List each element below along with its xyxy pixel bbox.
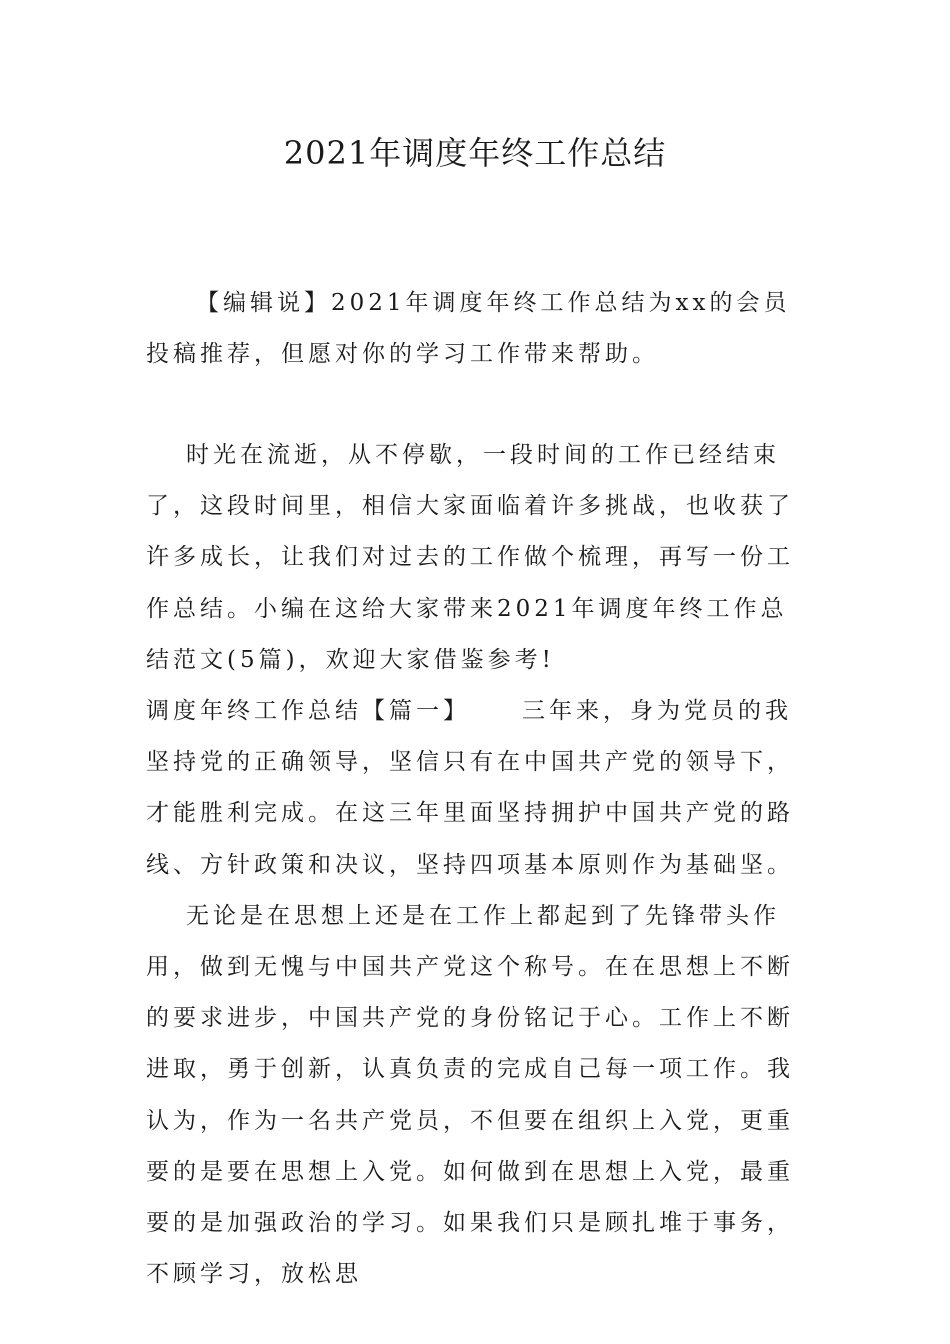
intro-paragraph: 【编辑说】2021年调度年终工作总结为xx的会员投稿推荐，但愿对你的学习工作带来帮助。 <box>146 290 791 368</box>
section-paragraph <box>146 686 811 891</box>
section-first-paragraph: 三年来，身为党员的我坚持党的正确领导，坚信只有在中国共产党的领导下，才能胜利完成。在这三年里面坚持拥护中国共产党的路线、方针政策和决议，坚持四项基本原则作为基础坚。 <box>146 698 794 878</box>
main-text-block <box>146 430 811 1300</box>
body-paragraph: 无论是在思想上还是在工作上都起到了先锋带头作用，做到无愧与中国共产党这个称号。在在思想上不断的要求进步，中国共产党的身份铭记于心。工作上不断进取，勇于创新，认真负责的完成自己每一项工作。我认为，作为一名共产党员，不但要在组织上入党，更重要的是要在思想上入党。如何做到在思想上入党，最重要的是加强政治的学习。如果我们只是顾扎堆于事务，不顾学习，放松思 <box>146 902 794 1288</box>
intro-block <box>146 278 811 380</box>
document-title: 2021年调度年终工作总结 <box>283 134 667 172</box>
opening-paragraph: 时光在流逝，从不停歇，一段时间的工作已经结束了，这段时间里，相信大家面临着许多挑战，也收获了许多成长，让我们对过去的工作做个梳理，再写一份工作总结。小编在这给大家带来2021年调度年终工作总结范文(5篇)，欢迎大家借鉴参考! <box>146 442 794 673</box>
section-heading: 调度年终工作总结【篇一】 <box>146 698 470 725</box>
